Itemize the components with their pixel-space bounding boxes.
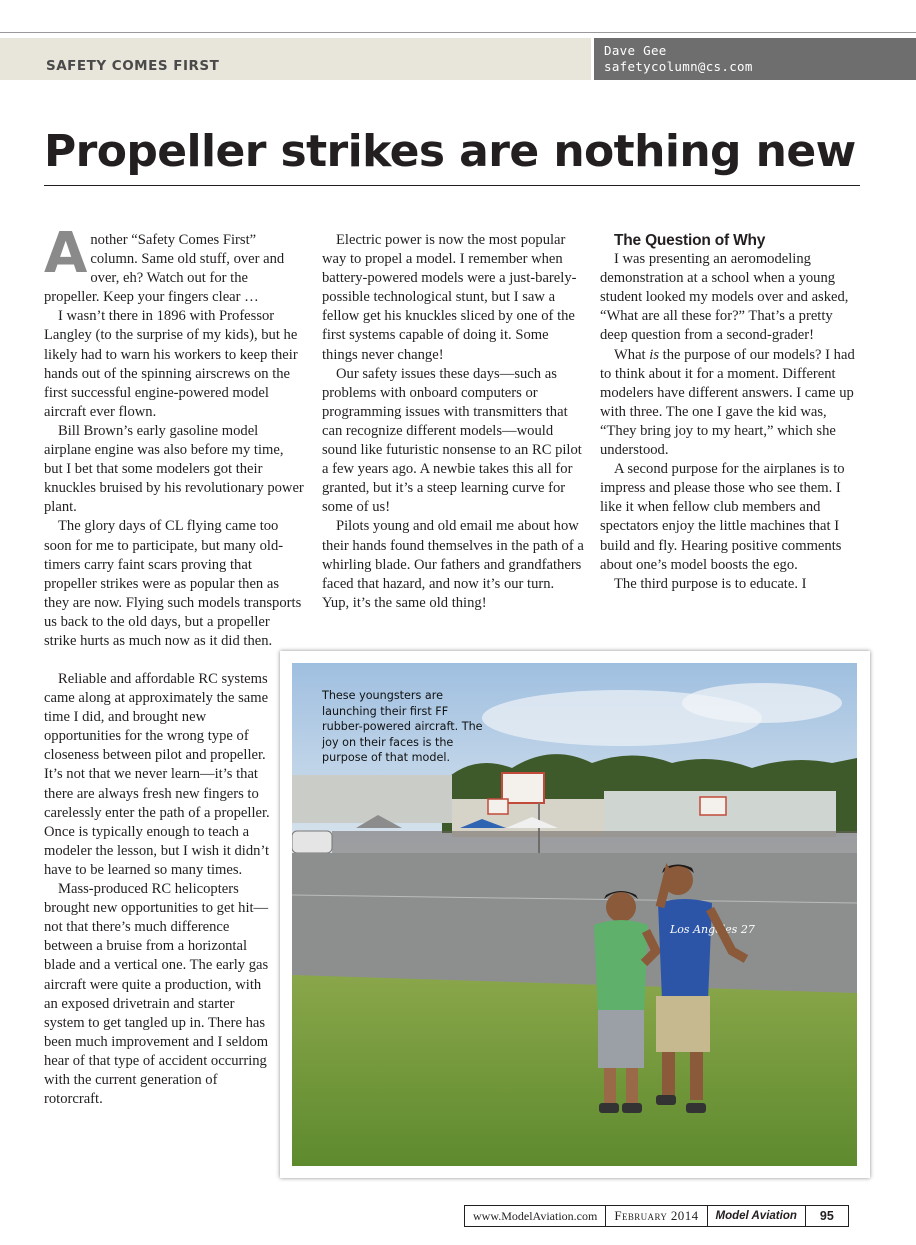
car [292, 831, 332, 853]
author-name: Dave Gee [604, 43, 667, 58]
paragraph: Pilots young and old email me about how their hands found themselves in the path of a whirling blade. Our fathers and grandfathers faced that hazard, and now it’s our turn. Yup, it’s the same old thing! [322, 518, 584, 611]
footer-magazine: Model Aviation [708, 1206, 806, 1226]
paragraph: The glory days of CL flying came too soon for me to participate, but many old-timers carry faint scars proving that propeller strikes were as popular then as they are now. Flying such models transports us back to the old days, but a propeller strike hurts as much now as it did then. [44, 518, 302, 649]
section-subhead: The Question of Why [614, 232, 766, 249]
backboard [488, 799, 508, 814]
headline: Propeller strikes are nothing new [44, 126, 856, 177]
paragraph-text: nother “Safety Comes First” column. Same old stuff, over and over, eh? Watch out for the propeller. Keep your fingers clear … [44, 232, 285, 306]
column-header [0, 38, 916, 80]
paragraph: Reliable and affordable RC systems came along at approximately the same time I did, and brought new opportunities for the wrong type of closeness between pilot and propeller. It’s not that we never learn—it’s that there are always fresh new fingers to carelessly enter the path of a propeller. Once is typically enough to teach a modeler the lesson, but I wish it didn’t have to be learned so many times. [44, 671, 270, 878]
photo-frame [280, 651, 870, 1178]
grass [292, 975, 857, 1166]
building [292, 775, 452, 823]
paragraph: A second purpose for the airplanes is to impress and please those who see them. I like it when fellow club members and spectators enjoy the little machines that I build and fly. Hearing positive comments about one’s model boosts the ego. [600, 461, 845, 573]
folio [464, 1205, 849, 1227]
photo-caption: These youngsters are launching their first FF rubber-powered aircraft. The joy on their faces is the purpose of that model. [322, 689, 483, 764]
headline-rule [44, 185, 860, 186]
article-column-1 [44, 221, 304, 651]
article-column-2 [322, 231, 584, 613]
crowd [332, 831, 857, 853]
column-name-band [0, 38, 591, 80]
paragraph: Electric power is now the most popular way to propel a model. I remember when battery-powered models were a just-barely-possible technological stunt, but I saw a fellow get his knuckles sliced by one of the first systems capable of doing it. Some things never change! [322, 232, 577, 363]
footer-url[interactable]: www.ModelAviation.com [465, 1206, 606, 1226]
paragraph: Mass-produced RC helicopters brought new opportunities to get hit—not that there’s much difference between a bruise from a horizontal blade and a vertical one. The early gas aircraft were quite a production, with an exposed drivetrain and starter system to get tangled up in. There has been much improvement and I seldom hear of that type of accident occurring with the current generation of rotorcraft. [44, 881, 269, 1108]
page-number: 95 [819, 1209, 834, 1223]
paragraph-text: the purpose of our models? I had to think about it for a moment. Different modelers have different answers. I came up with three. The one I gave the kid was, “They bring joy to my heart,” which she understood. [600, 346, 855, 459]
top-rule [0, 32, 916, 33]
author-email[interactable]: safetycolumn@cs.com [604, 59, 753, 74]
paragraph-text: What [614, 346, 650, 363]
author-band [594, 38, 916, 80]
jersey-lettering: Los Angeles 27 [670, 923, 755, 936]
column-name: SAFETY COMES FIRST [46, 58, 220, 74]
paragraph: I was presenting an aeromodeling demonstration at a school when a young student looked my models over and asked, “What are all these for?” That’s a pretty deep question from a second-grader! [600, 251, 849, 344]
emphasis: is [649, 346, 659, 363]
paragraph [44, 221, 304, 307]
backboard [700, 797, 726, 815]
drop-cap: A [44, 221, 88, 286]
footer-date: February 2014 [606, 1206, 707, 1226]
photo [292, 663, 857, 1166]
article-column-3 [600, 231, 862, 594]
cloud [682, 683, 842, 723]
paragraph: Our safety issues these days—such as problems with onboard computers or programming issues with transmitters that can recognize different models—would sound like futuristic nonsense to an RC pilot a few years ago. A newbie takes this all for granted, but it’s a steep learning curve for some of us! [322, 365, 582, 516]
paragraph: Bill Brown’s early gasoline model airplane engine was also before my time, but I bet that some modelers got their knuckles bruised by his revolutionary power plant. [44, 422, 304, 516]
paragraph: I wasn’t there in 1896 with Professor Langley (to the surprise of my kids), but he likely had to warn his workers to keep their hands out of the spinning airscrews on the first successful engine-powered model aircraft ever flown. [44, 308, 298, 420]
paragraph: The third purpose is to educate. I [614, 575, 807, 592]
paragraph [600, 346, 862, 461]
article-column-1-continued [44, 670, 276, 1109]
